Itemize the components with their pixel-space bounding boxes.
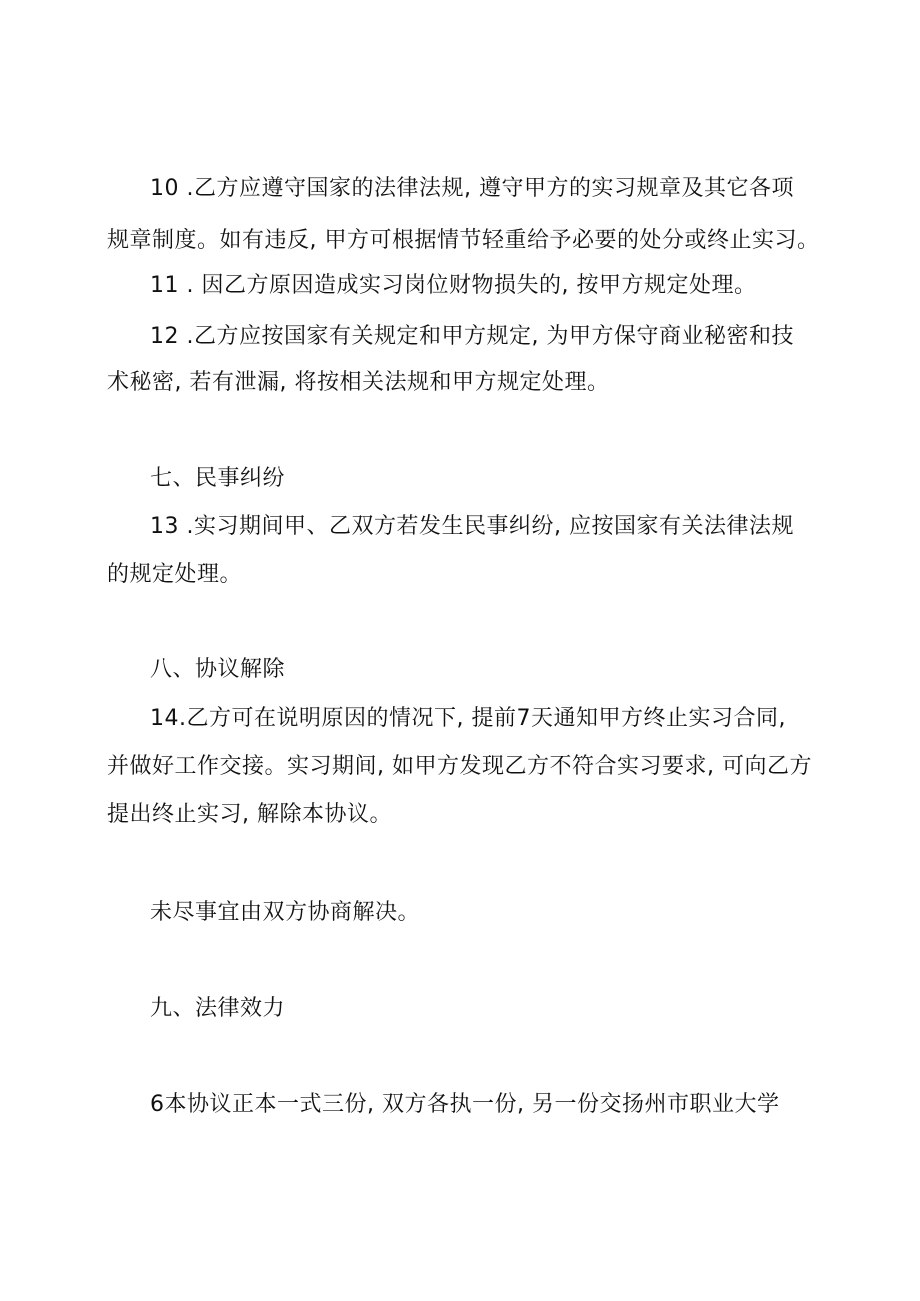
section-8-heading: 八、协议解除 (150, 657, 286, 682)
section-9-heading: 九、法律效力 (150, 996, 286, 1021)
clause-13-line-1: 13 .实习期间甲、乙双方若发生民事纠纷, 应按国家有关法律法规 (150, 514, 794, 539)
clause-14-line-3: 提出终止实习, 解除本协议。 (107, 802, 392, 827)
remaining-matters-line: 未尽事宜由双方协商解决。 (150, 900, 421, 925)
clause-10-line-1: 10 .乙方应遵守国家的法律法规, 遵守甲方的实习规章及其它各项 (150, 176, 794, 201)
clause-12-line-1: 12 .乙方应按国家有关规定和甲方规定, 为甲方保守商业秘密和技 (150, 324, 794, 349)
clause-11-line-1: 11 . 因乙方原因造成实习岗位财物损失的, 按甲方规定处理。 (150, 273, 757, 298)
clause-10-line-2: 规章制度。如有违反, 甲方可根据情节轻重给予必要的处分或终止实习。 (107, 228, 820, 253)
clause-13-line-2: 的规定处理。 (107, 562, 243, 587)
clause-12-line-2: 术秘密, 若有泄漏, 将按相关法规和甲方规定处理。 (107, 370, 610, 395)
section-7-heading: 七、民事纠纷 (150, 466, 286, 491)
clause-14-line-1: 14.乙方可在说明原因的情况下, 提前7天通知甲方终止实习合同, (150, 706, 786, 731)
legal-effect-line: 6本协议正本一式三份, 双方各执一份, 另一份交扬州市职业大学 (150, 1092, 780, 1117)
clause-14-line-2: 并做好工作交接。实习期间, 如甲方发现乙方不符合实习要求, 可向乙方 (107, 754, 812, 779)
